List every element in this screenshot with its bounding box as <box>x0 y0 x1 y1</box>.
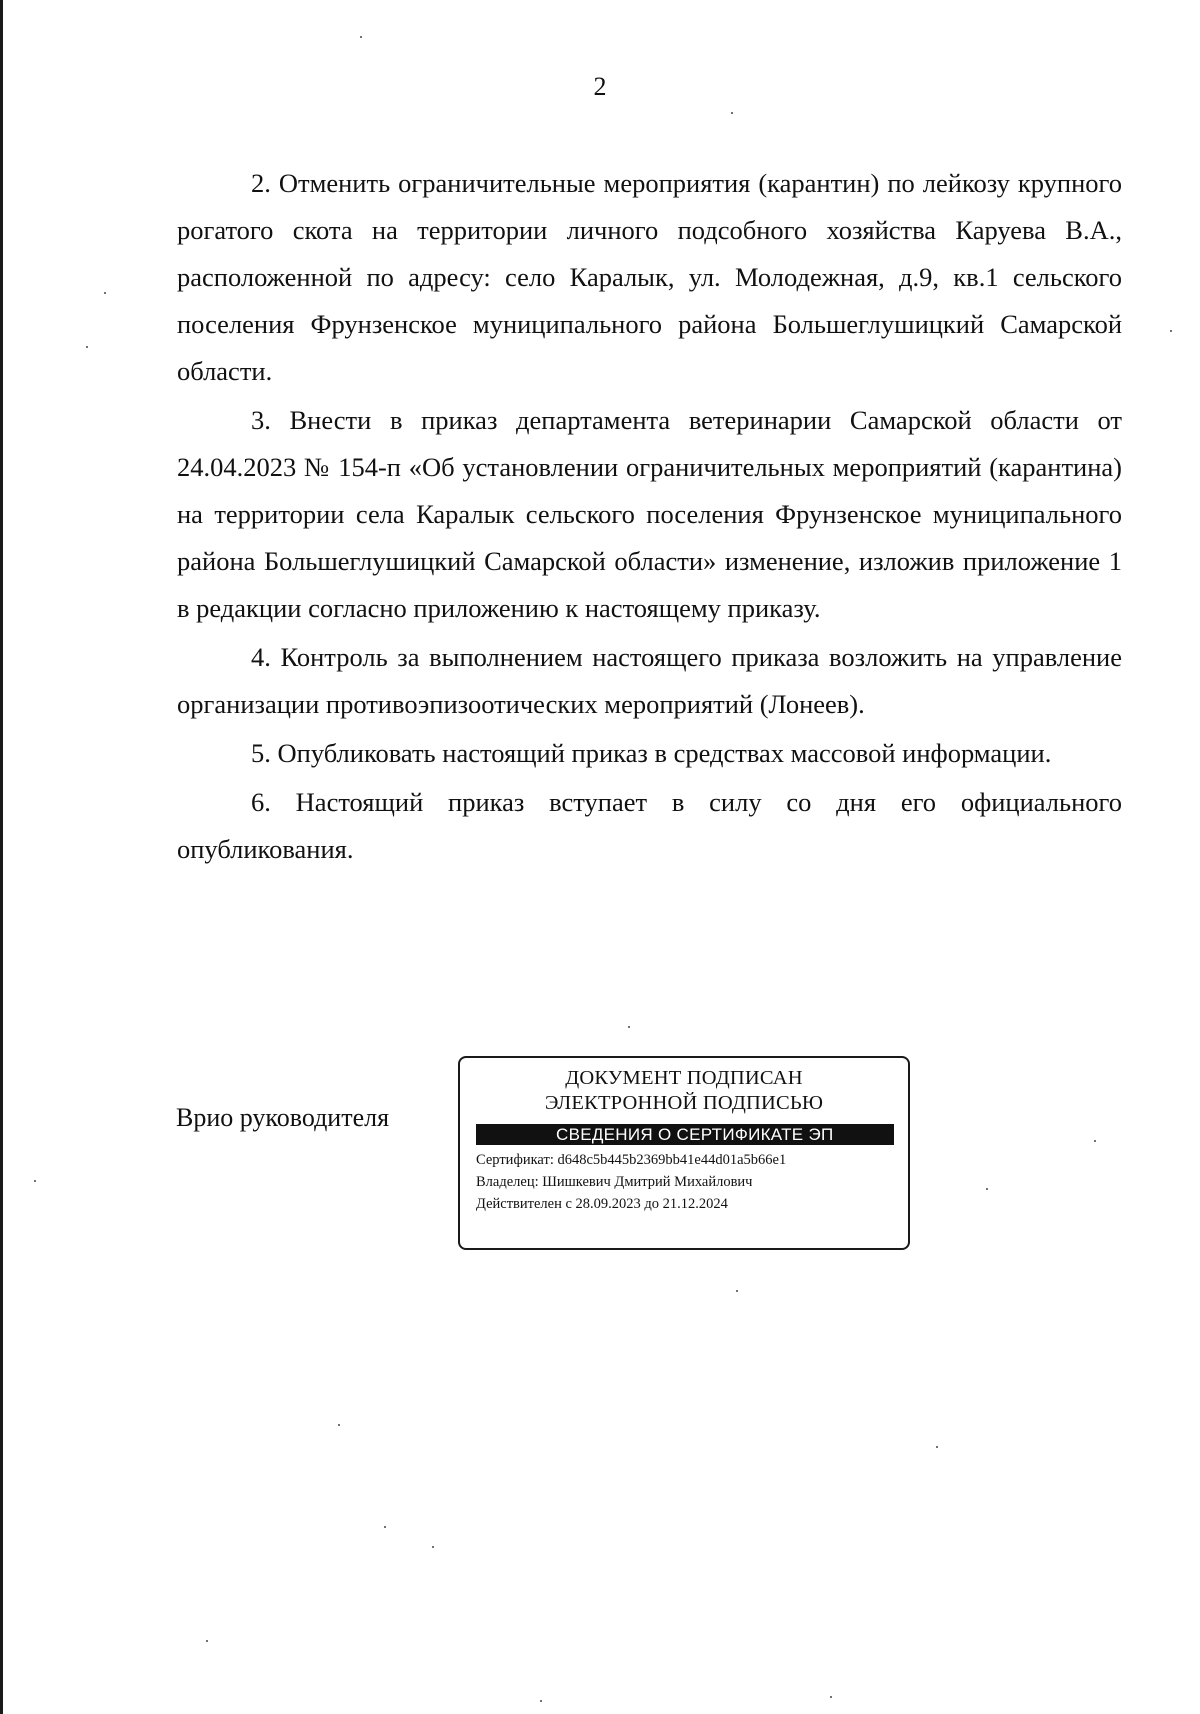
certificate-details <box>476 1149 908 1215</box>
scan-speck <box>628 1026 630 1028</box>
page-number: 2 <box>593 72 607 101</box>
scan-speck <box>338 1424 340 1426</box>
scan-speck <box>384 1526 386 1528</box>
scan-speck <box>731 112 733 114</box>
scan-speck <box>1170 330 1172 332</box>
scan-speck <box>986 1188 988 1190</box>
scan-speck <box>432 1546 434 1548</box>
scan-speck <box>86 346 88 348</box>
scan-speck <box>540 1700 542 1702</box>
scan-speck <box>830 1696 832 1698</box>
paragraph-3: 3. Внести в приказ департамента ветеринарии Самарской области от 24.04.2023 № 154-п «Об установлении ограничительных мероприятий (карантина) на территории села Каралык сельского поселения Фрунзенское муниципального района Большеглушицкий Самарской области» изменение, изложив приложение 1 в редакции согласно приложению к настоящему приказу. <box>177 405 1122 623</box>
certificate-validity: Действителен с 28.09.2023 до 21.12.2024 <box>476 1196 728 1212</box>
electronic-signature-stamp <box>458 1056 910 1250</box>
signer-title: Врио руководителя <box>176 1103 390 1132</box>
paragraph-2: 2. Отменить ограничительные мероприятия (карантин) по лейкозу крупного рогатого скота на территории личного подсобного хозяйства Каруева В.А., расположенной по адресу: село Каралык, ул. Молодежная, д.9, кв.1 сельского поселения Фрунзенское муниципального района Большеглушицкий Самарской области. <box>177 168 1122 386</box>
paragraph-6: 6. Настоящий приказ вступает в силу со дня его официального опубликования. <box>177 787 1122 864</box>
paragraph-5: 5. Опубликовать настоящий приказ в средствах массовой информации. <box>251 738 1052 768</box>
scan-speck <box>206 1640 208 1642</box>
scan-speck <box>360 36 362 38</box>
certificate-serial: Сертификат: d648c5b445b2369bb41e44d01a5b66e1 <box>476 1152 787 1168</box>
scan-speck <box>936 1446 938 1448</box>
page-edge-shadow <box>0 0 3 1714</box>
scan-speck <box>1094 1140 1096 1142</box>
stamp-heading <box>460 1066 908 1116</box>
paragraph-4: 4. Контроль за выполнением настоящего приказа возложить на управление организации противоэпизоотических мероприятий (Лонеев). <box>177 642 1122 719</box>
scan-speck <box>104 292 106 294</box>
scan-speck <box>34 1180 36 1182</box>
stamp-heading-line-2: ЭЛЕКТРОННОЙ ПОДПИСЬЮ <box>544 1092 824 1114</box>
certificate-owner: Владелец: Шишкевич Дмитрий Михайлович <box>476 1174 753 1190</box>
scan-speck <box>736 1290 738 1292</box>
stamp-heading-line-1: ДОКУМЕНТ ПОДПИСАН <box>565 1067 803 1089</box>
certificate-info-header: СВЕДЕНИЯ О СЕРТИФИКАТЕ ЭП <box>476 1124 894 1145</box>
document-body <box>177 160 1122 875</box>
